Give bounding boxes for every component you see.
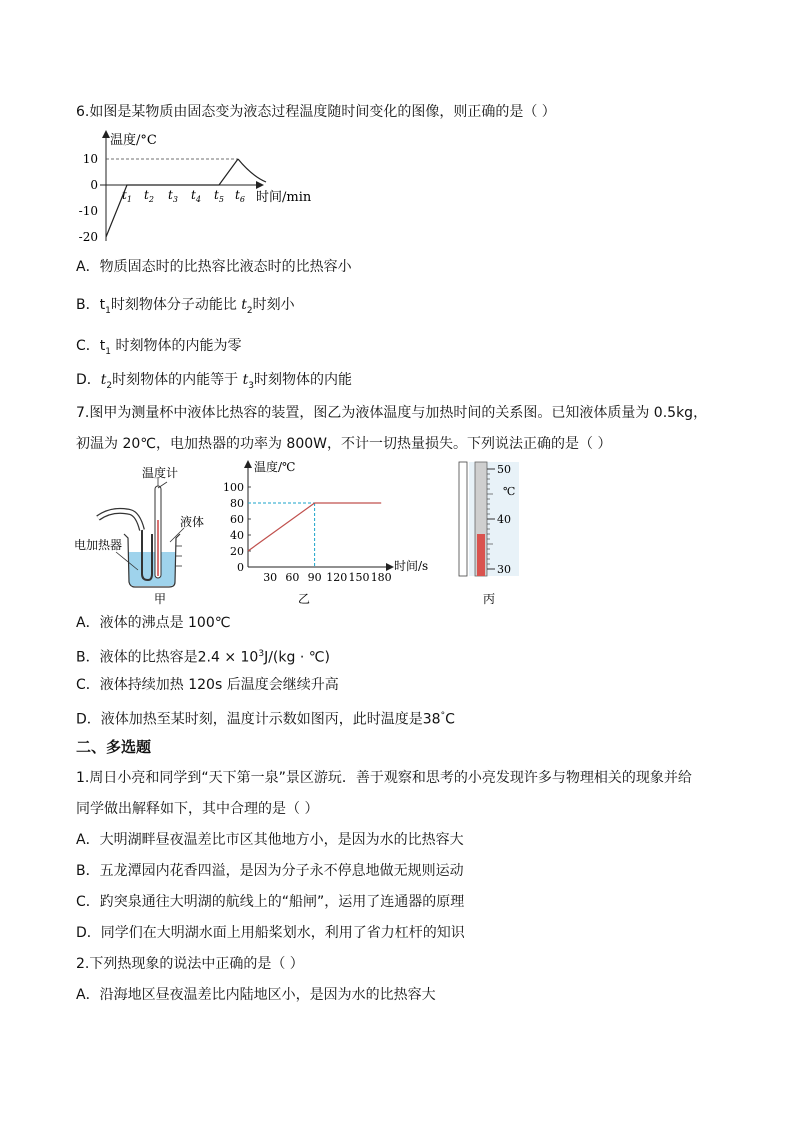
s2-q1-option-c[interactable]: C．趵突泉通往大明湖的航线上的“船闸”，运用了连通器的原理 [76,894,465,910]
q7-ytick-60: 60 [230,513,244,526]
q7-option-b[interactable]: B．液体的比热容是$2.4 \times 10^3J/(kg$ · ℃) [76,649,330,666]
q7-xtick-120: 120 [326,571,348,584]
q7-option-c[interactable]: C．液体持续加热 120s 后温度会继续升高 [76,677,339,693]
q6-ytick-neg20: -20 [78,230,98,244]
bing-label-50: 50 [497,463,511,476]
q6-option-a[interactable]: A．物质固态时的比热容比液态时的比热容小 [76,259,352,275]
q6-xtick-t6: $t_6$ [235,188,245,204]
q7-xtick-90: 90 [307,571,322,584]
s2-q1-option-a[interactable]: A．大明湖畔昼夜温差比市区其他地方小，是因为水的比热容大 [76,832,464,848]
mercury-column [477,534,485,576]
q7-option-a[interactable]: A．液体的沸点是 100℃ [76,615,231,631]
q6-option-c[interactable]: C．$t_1$ 时刻物体的内能为零 [76,338,242,357]
q6-xtick-t2: $t_2$ [144,188,154,204]
q6-xtick-t5: $t_5$ [214,188,224,204]
q6-xtick-t1: $t_1$ [122,188,132,204]
q6-ytick-neg10: -10 [78,204,98,218]
q7-fig-yi [222,458,437,608]
s2-q1-stem-2: 同学做出解释如下，其中合理的是（ ） [76,801,319,817]
q6-ytick-10: 10 [82,152,98,166]
q7-xtick-150: 150 [348,571,370,584]
bing-label-30: 30 [497,563,511,576]
fig-yi-caption: 乙 [298,592,311,606]
heater-label: 电加热器 [74,538,123,552]
q7-option-d[interactable]: D．液体加热至某时刻，温度计示数如图丙，此时温度是38°C [76,711,455,728]
q7-ytick-20: 20 [230,545,244,558]
q6-xtick-t3: $t_3$ [168,188,178,204]
bing-label-40: 40 [497,513,511,526]
q6-ylabel: 温度/°C [110,133,157,148]
q7-xlabel: 时间/s [394,559,429,573]
q7-stem-1: 7.图甲为测量杯中液体比热容的装置，图乙为液体温度与加热时间的关系图。已知液体质量为 0.5kg， [76,405,708,421]
q7-ytick-80: 80 [230,497,244,510]
q7-xtick-30: 30 [263,571,278,584]
bing-unit: ℃ [503,485,516,498]
q6-option-b[interactable]: B．$t_1$时刻物体分子动能比 $t_2$时刻小 [76,297,295,316]
q7-xtick-60: 60 [285,571,300,584]
q7-stem-2: 初温为 20℃，电加热器的功率为 800W，不计一切热量损失。下列说法正确的是（ ） [76,436,612,452]
q6-ytick-0: 0 [90,178,98,192]
fig-jia-caption: 甲 [154,592,167,606]
q7-ytick-100: 100 [223,481,244,494]
section-heading: 二、多选题 [76,738,152,756]
liquid-label: 液体 [180,515,205,529]
s2-q1-option-b[interactable]: B．五龙潭园内花香四溢，是因为分子永不停息地做无规则运动 [76,863,464,879]
q7-ytick-0: 0 [237,561,244,574]
q6-graph [70,126,330,250]
s2-q2-stem: 2.下列热现象的说法中正确的是（ ） [76,956,304,972]
q6-xtick-t4: $t_4$ [191,188,201,204]
q6-cooling-curve [238,159,266,182]
q6-stem: 6.如图是某物质由固态变为液态过程温度随时间变化的图像，则正确的是（ ） [76,104,556,120]
s2-q2-option-a[interactable]: A．沿海地区昼夜温差比内陆地区小，是因为水的比热容大 [76,987,436,1003]
s2-q1-stem-1: 1.周日小亮和同学到“天下第一泉”景区游玩．善于观察和思考的小亮发现许多与物理相关的现象并给 [76,770,692,786]
thermometer-label: 温度计 [142,466,179,480]
s2-q1-option-d[interactable]: D．同学们在大明湖水面上用船桨划水，利用了省力杠杆的知识 [76,925,465,941]
q7-fig-jia [72,460,222,608]
q7-xtick-180: 180 [370,571,392,584]
q7-ylabel: 温度/℃ [254,460,296,474]
q6-option-d[interactable]: D．$t_2$时刻物体的内能等于 $t_3$时刻物体的内能 [76,372,352,391]
q6-xlabel: 时间/min [256,190,312,205]
q7-fig-bing [455,460,535,608]
q7-ytick-40: 40 [230,529,244,542]
fig-bing-caption: 丙 [483,592,496,606]
